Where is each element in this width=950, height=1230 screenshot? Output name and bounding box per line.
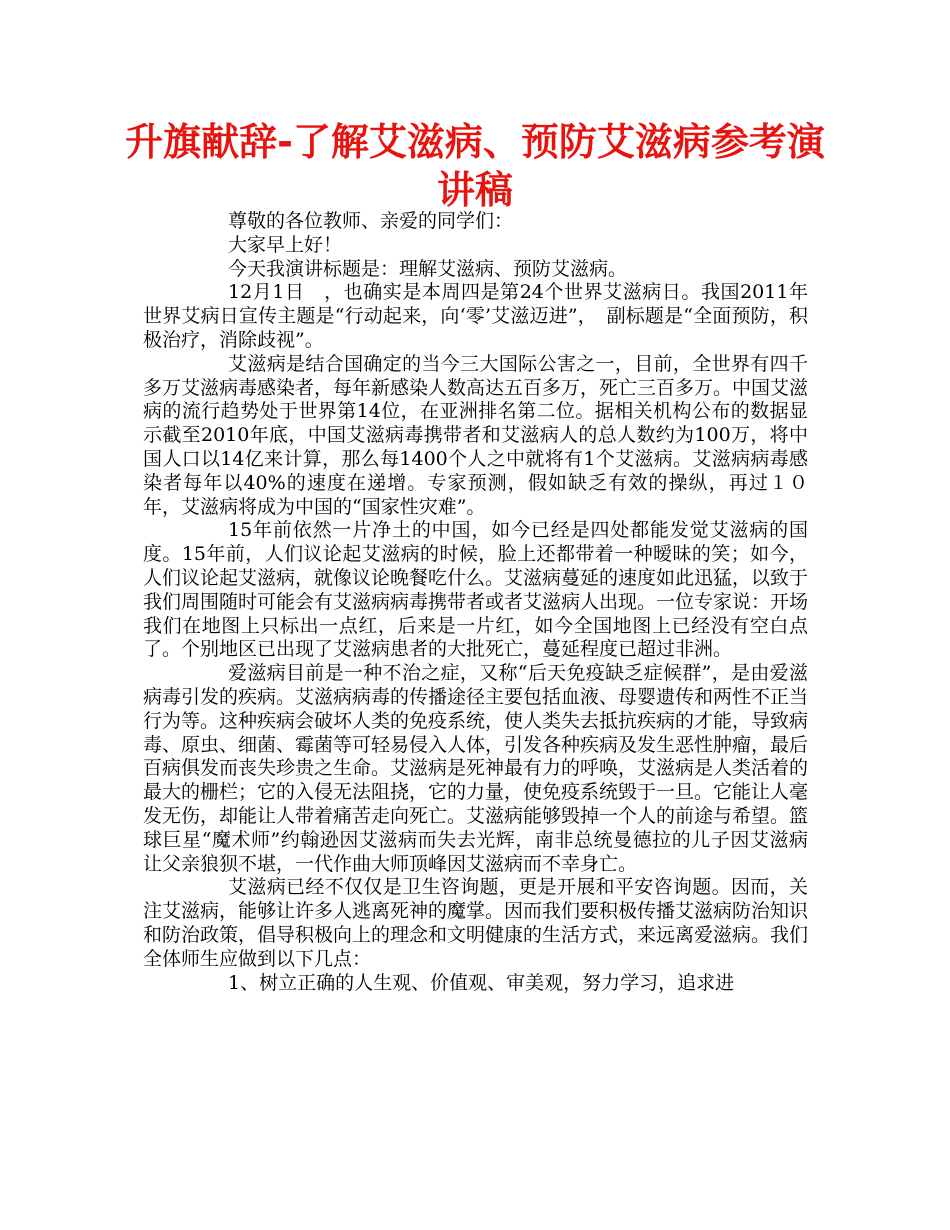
morning-paragraph: 大家早上好！	[228, 233, 343, 256]
document-title: 升旗献辞-了解艾滋病、预防艾滋病参考演讲稿	[125, 120, 825, 212]
topic-paragraph: 今天我演讲标题是：理解艾滋病、预防艾滋病。	[228, 257, 628, 280]
prevention-paragraph: 艾滋病已经不仅仅是卫生咨询题，更是开展和平安咨询题。因而，关注艾滋病，能够让许多人逃离死神的魔掌。因而我们要积极传播艾滋病防治知识和防治政策，倡导积极向上的理念和文明健康的生活方式，来远离爱滋病。我们全体师生应做到以下几点：	[143, 876, 809, 970]
spread-paragraph: 15年前依然一片净土的中国，如今已经是四处都能发觉艾滋病的国度。15年前，人们议论起艾滋病的时候，脸上还都带着一种暧昧的笑；如今，人们议论起艾滋病，就像议论晚餐吃什么。艾滋病蔓延的速度如此迅猛，以致于我们周围随时可能会有艾滋病病毒携带者或者艾滋病人出现。一位专家说：开场我们在地图上只标出一点红，后来是一片红，如今全国地图上已经没有空白点了。个别地区已出现了艾滋病患者的大批死亡，蔓延程度已超过非洲。	[143, 519, 809, 661]
statistics-paragraph: 艾滋病是结合国确定的当今三大国际公害之一，目前，全世界有四千多万艾滋病毒感染者，每年新感染人数高达五百多万，死亡三百多万。中国艾滋病的流行趋势处于世界第14位，在亚洲排名第二位。据相关机构公布的数据显示截至2010年底，中国艾滋病毒携带者和艾滋病人的总人数约为100万，将中国人口以14亿来计算，那么每1400个人之中就将有1个艾滋病。艾滋病病毒感染者每年以40%的速度在递增。专家预测，假如缺乏有效的操纵，再过１０年，艾滋病将成为中国的“国家性灾难”。	[143, 352, 809, 518]
disease-description-paragraph: 爱滋病目前是一种不治之症，又称“后天免疫缺乏症候群”，是由爱滋病毒引发的疾病。艾滋病病毒的传播途径主要包括血液、母婴遗传和两性不正当行为等。这种疾病会破坏人类的免疫系统，使人类失去抵抗疾病的才能，导致病毒、原虫、细菌、霉菌等可轻易侵入人体，引发各种疾病及发生恶性肿瘤，最后百病俱发而丧失珍贵之生命。艾滋病是死神最有力的呼唤，艾滋病是人类活着的最大的栅栏；它的入侵无法阻挠，它的力量，使免疫系统毁于一旦。它能让人毫发无伤，却能让人带着痛苦走向死亡。艾滋病能够毁掉一个人的前途与希望。篮球巨星“魔术师”约翰逊因艾滋病而失去光辉，南非总统曼德拉的儿子因艾滋病让父亲狼狈不堪，一代作曲大师顶峰因艾滋病而不幸身亡。	[143, 662, 809, 875]
document-body	[143, 210, 808, 995]
aids-day-paragraph: 12月1日 ，也确实是本周四是第24个世界艾滋病日。我国2011年世界艾病日宣传主题是“行动起来，向‘零’艾滋迈进”， 副标题是“全面预防，积极治疗，消除歧视”。	[143, 281, 808, 351]
greeting-paragraph: 尊敬的各位教师、亲爱的同学们：	[228, 210, 514, 232]
recommendation-paragraph: 1、树立正确的人生观、价值观、审美观，努力学习，追求进	[228, 971, 735, 994]
